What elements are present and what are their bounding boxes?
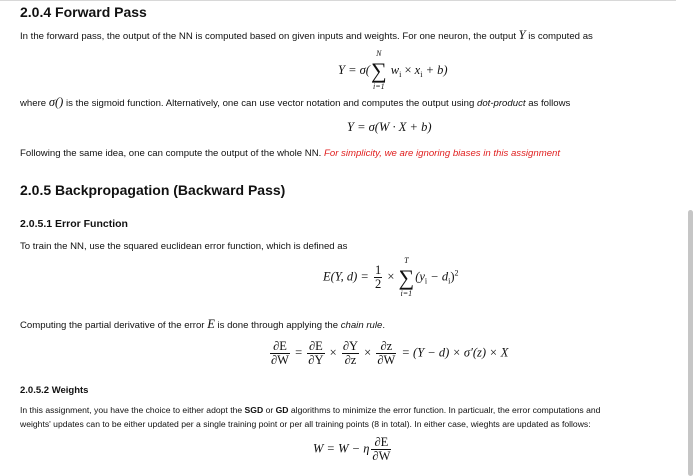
top-divider — [0, 0, 676, 1]
frac-dE-dW — [270, 340, 290, 367]
where-sigma: σ() — [48, 95, 64, 109]
deriv-tail: . — [382, 320, 385, 331]
where-tail: as follows — [528, 98, 571, 109]
eq1-w: w — [390, 62, 400, 77]
sum-symbol: ∑ N i=1 — [370, 49, 387, 91]
equation-weight-update — [313, 436, 393, 463]
weights-paragraph-line-1 — [20, 404, 600, 417]
err-minus: − d — [427, 269, 449, 284]
equation-error-function — [323, 255, 459, 298]
f3-num: ∂Y — [342, 339, 359, 353]
chain-times-1: × — [329, 345, 337, 360]
equation-neuron-output — [338, 49, 448, 91]
sum-upper: N — [376, 49, 382, 58]
intro-var: Y — [518, 28, 526, 42]
chain-rule-text — [20, 318, 385, 332]
err-times: × — [387, 269, 395, 284]
update-den: ∂W — [372, 449, 391, 463]
subsection-heading-weights: 2.0.5.2 Weights — [20, 385, 89, 396]
equation-vector-form — [347, 120, 432, 135]
following-red-note: For simplicity, we are ignoring biases in this assignment — [324, 148, 561, 159]
f1-num: ∂E — [270, 340, 290, 354]
update-lhs: W = W − η — [313, 441, 370, 456]
following-main: Following the same idea, one can compute the output of the whole NN. — [20, 148, 322, 159]
chain-rhs: = (Y − d) × σ′(z) × X — [401, 345, 509, 360]
p1-pre: In this assignment, you have the choice to either adopt the — [20, 405, 243, 415]
eq1-lhs: Y = σ( — [338, 62, 370, 77]
err-sum-lower: i=1 — [400, 288, 413, 298]
deriv-pre: Computing the partial derivative of the error — [20, 320, 205, 331]
eq1-x-sub: i — [420, 69, 423, 79]
half-fraction — [374, 264, 382, 291]
frac-dz-dW — [376, 340, 396, 367]
vertical-scrollbar[interactable] — [688, 210, 693, 476]
eq1-x: x — [414, 62, 421, 77]
half-den: 2 — [374, 277, 382, 291]
f4-den: ∂W — [377, 353, 396, 367]
f1-den: ∂W — [271, 353, 289, 367]
weights-paragraph-line-2: weights' updates can to be either updated per a single training point or per all training points (8 in total). In either case, wieghts are updated as follows: — [20, 419, 591, 429]
error-function-text: To train the NN, use the squared euclidean error function, which is defined as — [20, 241, 348, 252]
f2-den: ∂Y — [308, 353, 324, 367]
deriv-mid: is done through applying the — [217, 320, 339, 331]
err-sub1: i — [424, 276, 428, 286]
frac-dE-dY — [307, 340, 324, 367]
forward-pass-intro — [20, 29, 593, 43]
eq1-times: × — [401, 62, 415, 77]
half-num: 1 — [374, 263, 382, 277]
f2-num: ∂E — [309, 339, 323, 353]
frac-dY-dz — [342, 340, 359, 367]
err-sub2: i — [448, 276, 451, 286]
intro-text: In the forward pass, the output of the NN is computed based on given inputs and weights. For one neuron, the output — [20, 31, 516, 42]
deriv-em: chain rule — [340, 320, 383, 331]
eq2-text: Y = σ(W · X + b) — [347, 120, 432, 134]
p1-or: or — [265, 405, 274, 415]
equation-chain-rule — [268, 340, 508, 367]
section-heading-forward-pass: 2.0.4 Forward Pass — [20, 4, 147, 20]
err-lhs: E(Y, d) = — [323, 269, 369, 284]
subsection-heading-error-function: 2.0.5.1 Error Function — [20, 218, 128, 230]
where-em: dot-product — [477, 98, 526, 109]
intro-tail: is computed as — [528, 31, 593, 42]
where-sigmoid-text — [20, 96, 570, 110]
err-open: (y — [415, 269, 425, 284]
where-pre: where — [20, 98, 47, 109]
p1-tail: algorithms to minimize the error function. In particualr, the error computations and — [290, 405, 601, 415]
err-close: ) — [450, 269, 455, 284]
eq1-w-sub: i — [399, 69, 402, 79]
following-text — [20, 147, 560, 160]
p1-gd: GD — [275, 405, 289, 415]
f3-den: ∂z — [344, 353, 357, 367]
err-pow: 2 — [454, 268, 459, 278]
sum-lower: i=1 — [373, 82, 385, 91]
update-num: ∂E — [371, 436, 391, 450]
frac-update — [371, 436, 391, 463]
err-sum-upper: T — [404, 255, 409, 265]
deriv-var: E — [207, 317, 215, 331]
p1-sgd: SGD — [244, 405, 264, 415]
f4-num: ∂z — [376, 340, 396, 354]
chain-times-2: × — [364, 345, 372, 360]
section-heading-backpropagation: 2.0.5 Backpropagation (Backward Pass) — [20, 182, 286, 198]
eq1-tail: + b) — [422, 62, 448, 77]
where-mid: is the sigmoid function. Alternatively, one can use vector notation and computes the output using — [65, 98, 475, 109]
err-sum-symbol: ∑ T i=1 — [398, 255, 415, 298]
chain-eq: = — [295, 345, 303, 360]
